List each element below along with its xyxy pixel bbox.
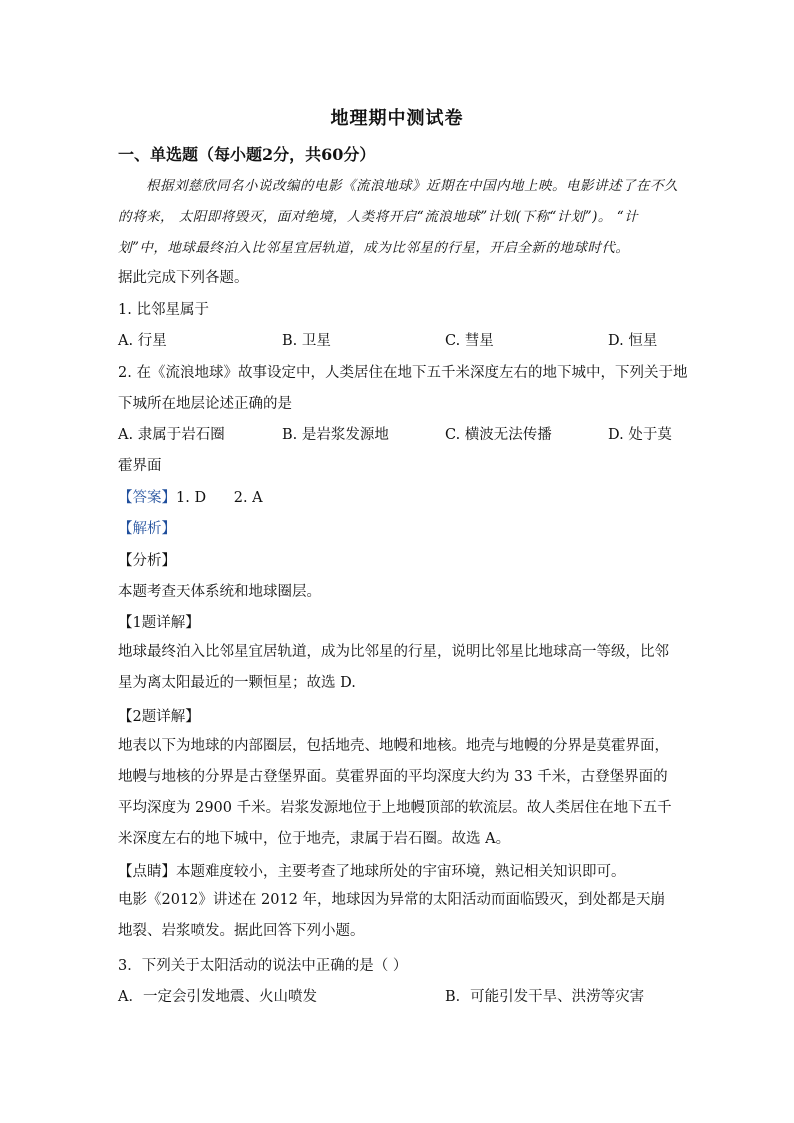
detail-2-tag: 【2题详解】 (118, 709, 200, 725)
page-title: 地理期中测试卷 (330, 108, 464, 129)
answer-line (118, 486, 263, 507)
movie-passage: 电影《2012》讲述在 2012 年，地球因为异常的太阳活动而面临毁灭，到处都是天崩地裂、岩浆喷发。据此回答下列小题。 (118, 892, 666, 939)
q3-option-b: B．可能引发干旱、洪涝等灾害 (445, 989, 645, 1005)
dianjing-text: 本题难度较小，主要考查了地球所处的宇宙环境，熟记相关知识即可。 (176, 864, 626, 880)
q1-option-b: B. 卫星 (282, 333, 331, 349)
question-1-stem: 1. 比邻星属于 (118, 302, 209, 318)
fenxi-tag: 【分析】 (118, 553, 176, 569)
question-3-stem: 3．下列关于太阳活动的说法中正确的是（ ） (118, 958, 408, 974)
answer-tag: 【答案】 (118, 490, 176, 506)
fenxi-text: 本题考查天体系统和地球圈层。 (118, 584, 321, 600)
q2-option-a: A. 隶属于岩石圈 (118, 427, 225, 443)
analysis-tag: 【解析】 (118, 521, 176, 537)
dianjing-line (118, 860, 626, 881)
q2-option-d-continued: 霍界面 (118, 458, 162, 474)
q1-option-c: C. 彗星 (445, 333, 494, 349)
q1-option-a: A. 行星 (118, 333, 167, 349)
dianjing-tag: 【点睛】 (118, 864, 176, 880)
q2-option-b: B. 是岩浆发源地 (282, 427, 389, 443)
prompt-text: 据此完成下列各题。 (118, 270, 249, 286)
q2-option-d: D. 处于莫 (608, 427, 672, 443)
answer-text: 1. D 2. A (176, 490, 263, 506)
q2-option-c: C. 横波无法传播 (445, 427, 552, 443)
detail-1-text: 地球最终泊入比邻星宜居轨道，成为比邻星的行星，说明比邻星比地球高一等级，比邻星为离太阳最近的一颗恒星；故选 D. (118, 644, 669, 691)
section-heading: 一、单选题（每小题2分，共60分） (118, 145, 376, 164)
q1-option-d: D. 恒星 (608, 333, 658, 349)
intro-passage: 根据刘慈欣同名小说改编的电影《流浪地球》近期在中国内地上映。电影讲述了在不久的将来， 太阳即将毁灭，面对绝境，人类将开启“流浪地球”计划(下称“计划”)。 “计划”中，地球最终泊入比邻星宜居轨道，成为比邻星的行星，开启全新的地球时代。 (118, 178, 678, 256)
detail-1-tag: 【1题详解】 (118, 615, 200, 631)
detail-2-text: 地表以下为地球的内部圈层，包括地壳、地幔和地核。地壳与地幔的分界是莫霍界面，地幔与地核的分界是古登堡界面。莫霍界面的平均深度大约为 33 千米，古登堡界面的平均深度为 2900 千米。岩浆发源地位于上地幔顶部的软流层。故人类居住在地下五千米深度左右的地下城中，位于地壳，隶属于岩石圈。故选 A。 (118, 738, 672, 847)
question-2-stem-line2: 下城所在地层论述正确的是 (118, 396, 292, 412)
question-2-stem-line1: 2. 在《流浪地球》故事设定中，人类居住在地下五千米深度左右的地下城中，下列关于地 (118, 365, 688, 381)
q3-option-a: A．一定会引发地震、火山喷发 (118, 989, 317, 1005)
